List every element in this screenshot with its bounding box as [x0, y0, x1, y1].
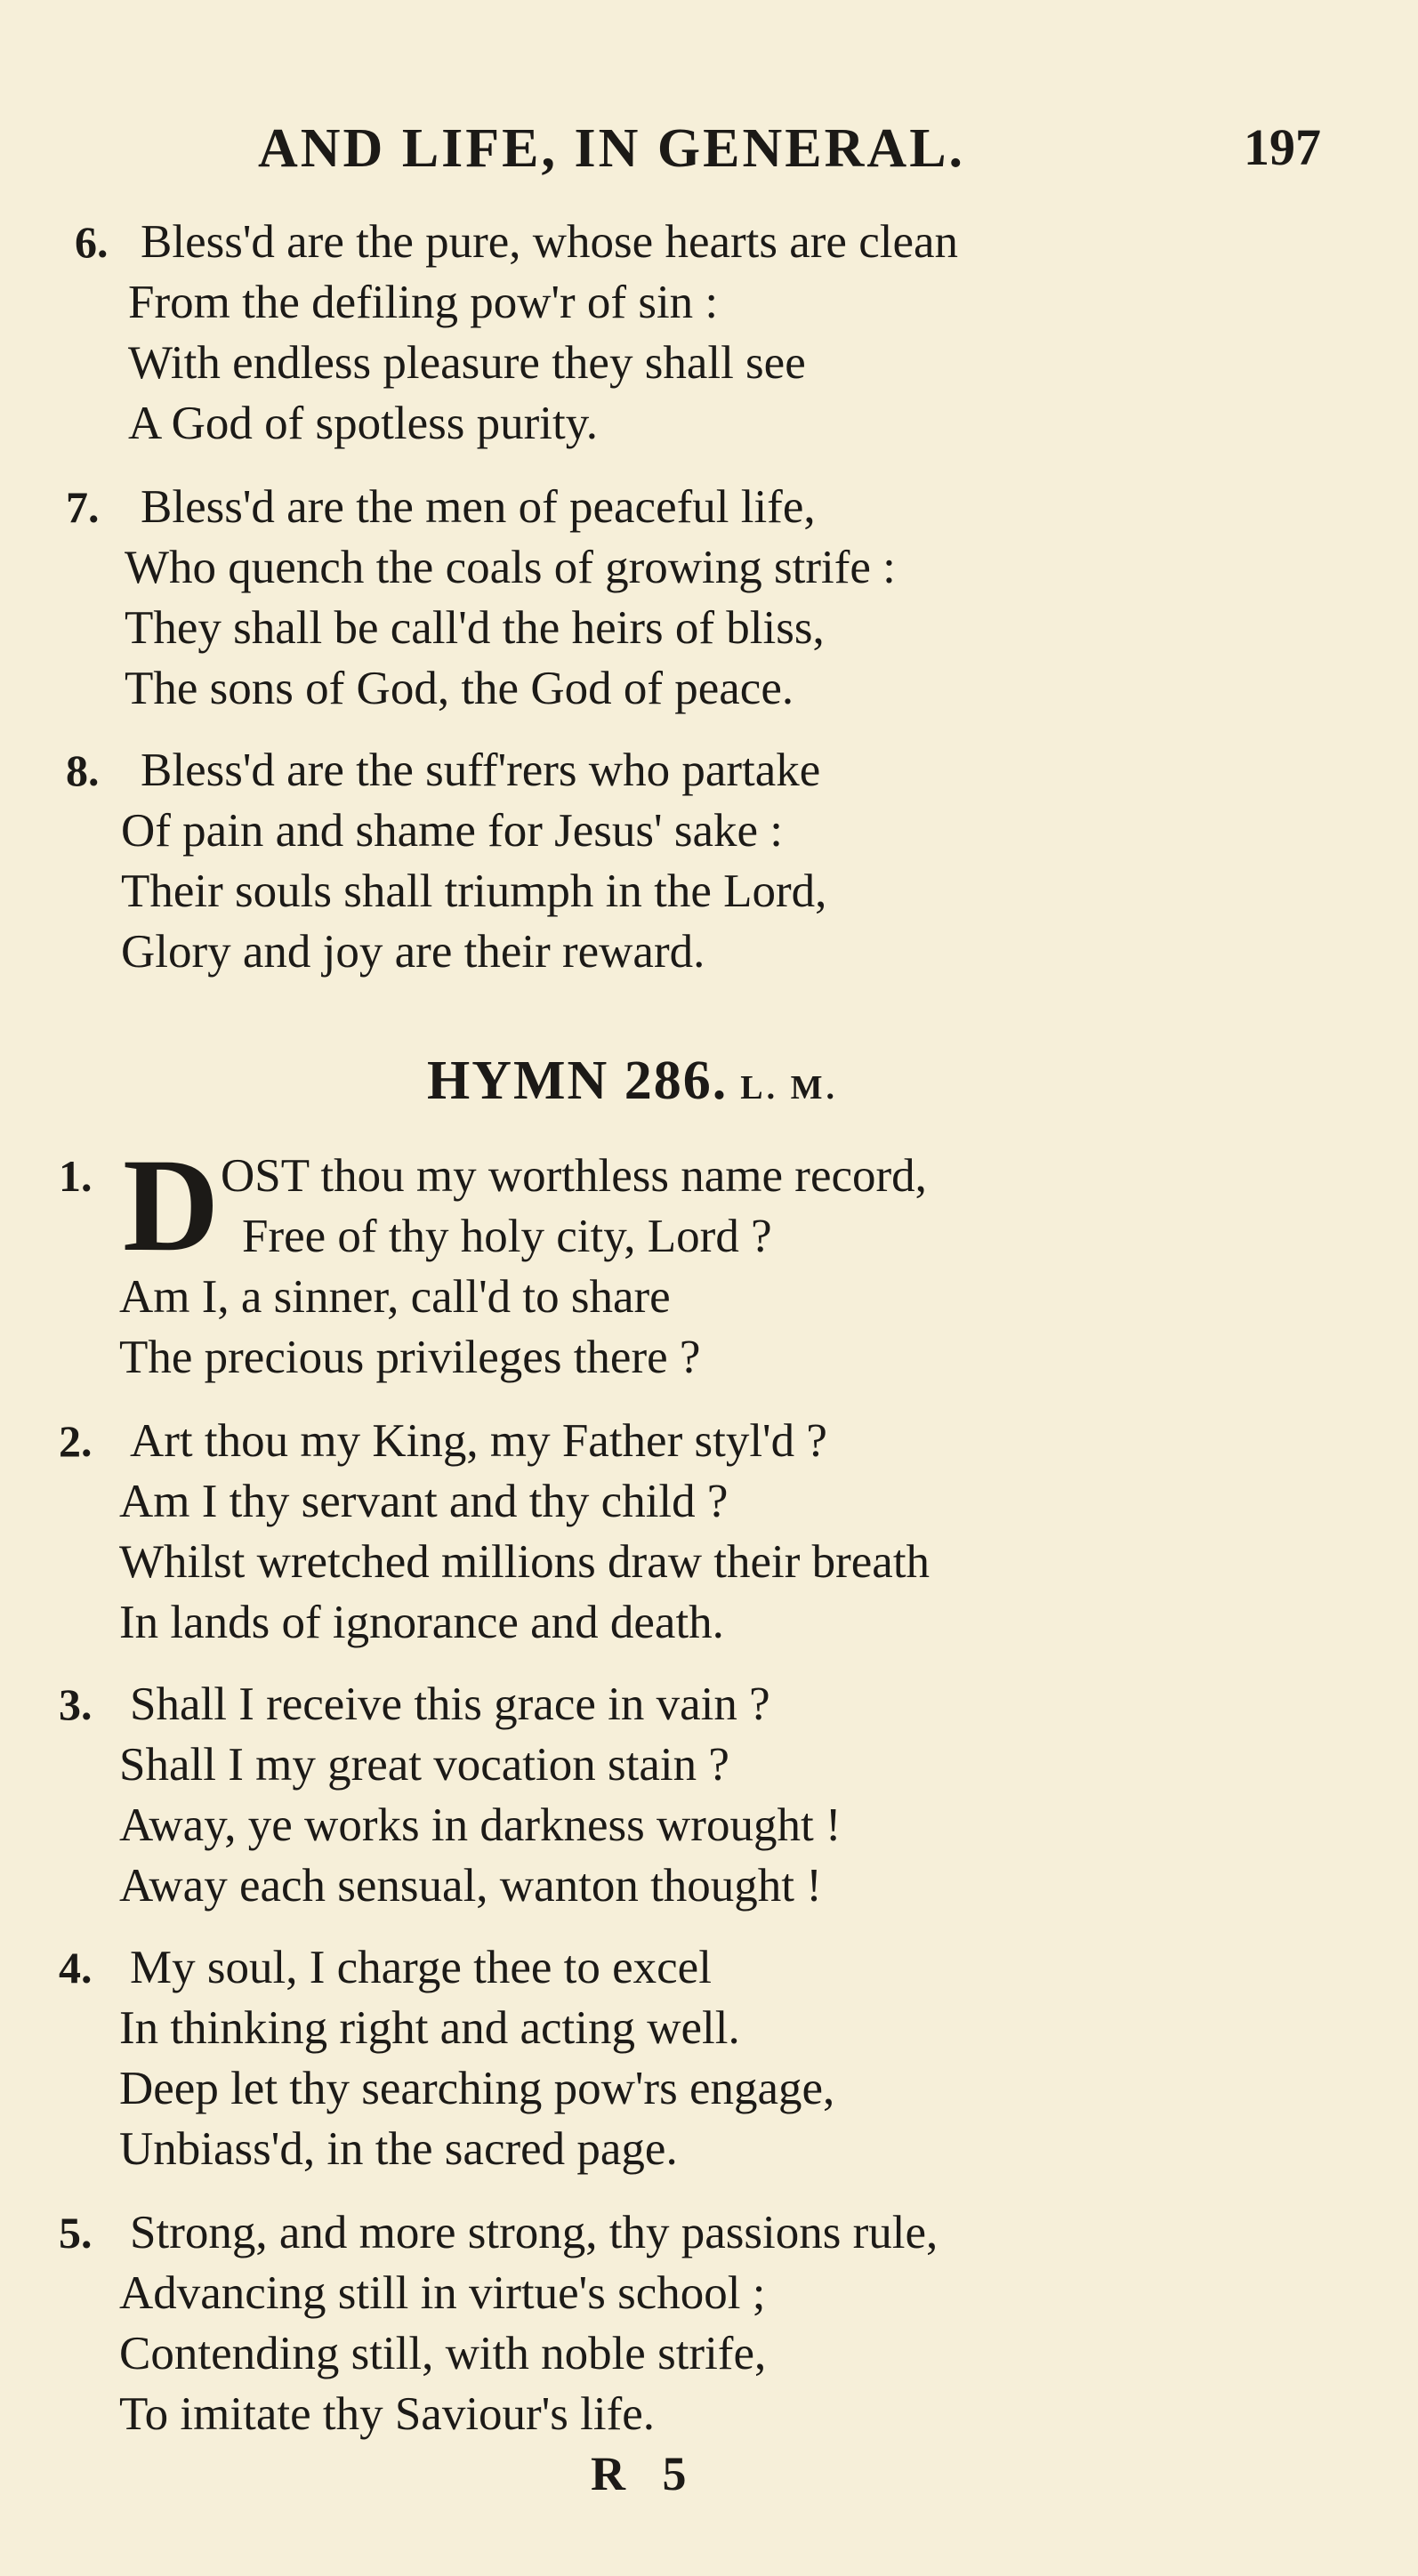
- verse-line: To imitate thy Saviour's life.: [119, 2388, 655, 2440]
- verse-line: In thinking right and acting well.: [119, 2002, 740, 2054]
- verse-line: Their souls shall triumph in the Lord,: [121, 865, 827, 917]
- stanza-number: 3.: [59, 1679, 93, 1729]
- verse-line: Free of thy holy city, Lord ?: [242, 1211, 772, 1262]
- drop-cap: D: [123, 1131, 220, 1279]
- verse-line: Am I, a sinner, call'd to share: [119, 1271, 671, 1323]
- verse-line: From the defiling pow'r of sin :: [128, 277, 719, 328]
- stanza-number: 6.: [75, 217, 109, 267]
- stanza-number: 2.: [59, 1416, 93, 1466]
- hymn-heading: [427, 1050, 838, 1113]
- verse-line: Shall I my great vocation stain ?: [119, 1739, 729, 1791]
- stanza-number: 7.: [66, 482, 100, 532]
- verse-line: The sons of God, the God of peace.: [125, 663, 794, 714]
- verse-line: Bless'd are the pure, whose hearts are clean: [141, 216, 958, 268]
- stanza-number: 8.: [66, 745, 100, 795]
- verse-line: Contending still, with noble strife,: [119, 2328, 767, 2379]
- verse-line: With endless pleasure they shall see: [128, 337, 806, 389]
- stanza-number: 1.: [59, 1151, 93, 1201]
- verse-line: Deep let thy searching pow'rs engage,: [119, 2063, 835, 2114]
- verse-line: Shall I receive this grace in vain ?: [130, 1678, 770, 1730]
- verse-line: Who quench the coals of growing strife :: [125, 542, 896, 593]
- verse-line: Strong, and more strong, thy passions rule,: [130, 2207, 939, 2258]
- verse-line: My soul, I charge thee to excel: [130, 1942, 712, 1993]
- verse-line: Of pain and shame for Jesus' sake :: [121, 805, 783, 857]
- verse-line: Away, ye works in darkness wrought !: [119, 1799, 842, 1851]
- hymn-title: HYMN 286.: [427, 1051, 729, 1111]
- verse-line: A God of spotless purity.: [128, 398, 599, 449]
- verse-line: Bless'd are the men of peaceful life,: [141, 481, 816, 533]
- verse-line: Bless'd are the suff'rers who partake: [141, 745, 821, 796]
- verse-line: The precious privileges there ?: [119, 1332, 701, 1383]
- verse-line: Glory and joy are their reward.: [121, 926, 705, 978]
- stanza-number: 4.: [59, 1943, 93, 1992]
- stanza-number: 5.: [59, 2208, 93, 2258]
- hymn-meter: L. M.: [740, 1069, 839, 1107]
- verse-line: Advancing still in virtue's school ;: [119, 2267, 766, 2319]
- page-number: 197: [1244, 118, 1321, 176]
- signature-mark: R 5: [591, 2447, 699, 2500]
- verse-line: In lands of ignorance and death.: [119, 1597, 724, 1648]
- verse-line: Art thou my King, my Father styl'd ?: [130, 1415, 827, 1467]
- verse-line: Away each sensual, wanton thought !: [119, 1860, 822, 1912]
- verse-line: Unbiass'd, in the sacred page.: [119, 2123, 678, 2175]
- verse-line: They shall be call'd the heirs of bliss,: [125, 602, 825, 654]
- running-title: AND LIFE, IN GENERAL.: [258, 118, 966, 179]
- verse-line: Am I thy servant and thy child ?: [119, 1476, 729, 1527]
- verse-line: Whilst wretched millions draw their breath: [119, 1536, 931, 1588]
- verse-line: OST thou my worthless name record,: [221, 1150, 927, 1202]
- running-header: [0, 117, 1418, 189]
